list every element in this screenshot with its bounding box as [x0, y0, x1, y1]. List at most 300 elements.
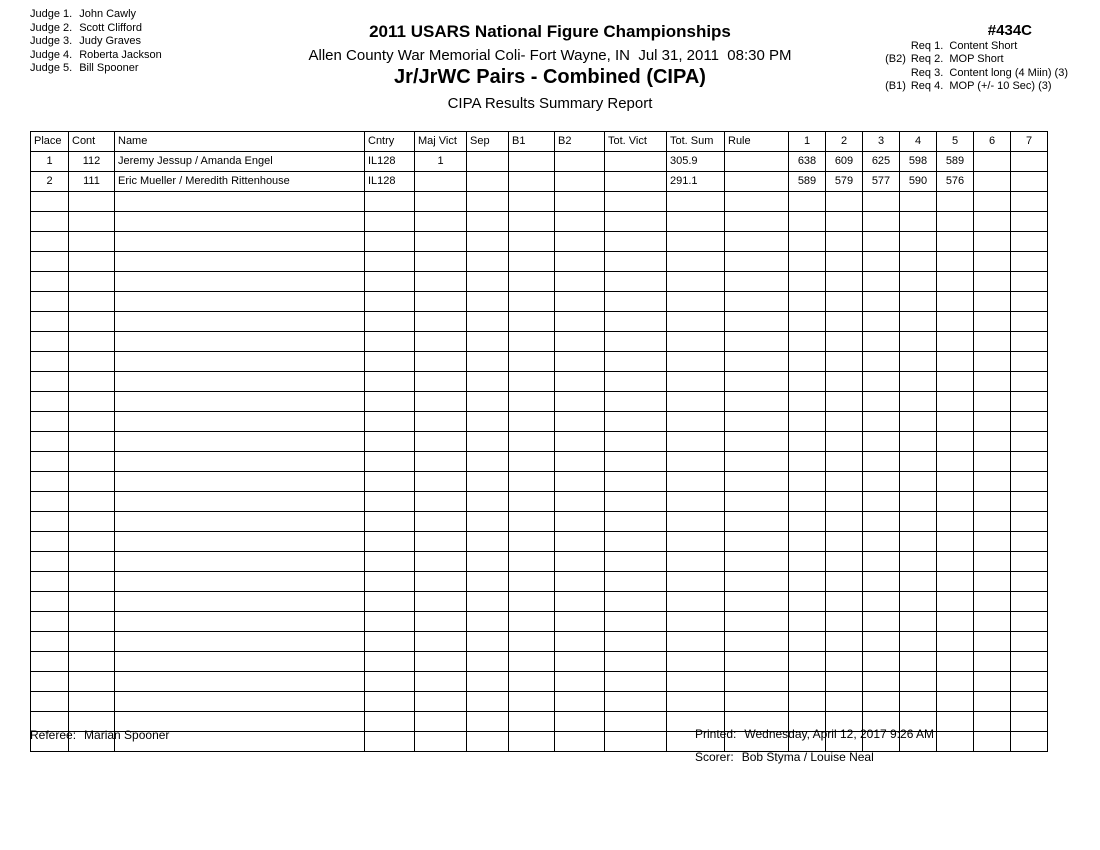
empty-table-cell [115, 632, 365, 652]
empty-table-cell [31, 532, 69, 552]
empty-table-cell [667, 692, 725, 712]
empty-table-cell [974, 352, 1011, 372]
empty-table-cell [555, 512, 605, 532]
empty-table-cell [605, 492, 667, 512]
empty-table-cell [1011, 632, 1048, 652]
empty-table-cell [937, 692, 974, 712]
table-cell: 112 [69, 152, 115, 172]
empty-table-cell [467, 612, 509, 632]
empty-table-cell [900, 472, 937, 492]
empty-table-cell [415, 732, 467, 752]
empty-table-cell [826, 552, 863, 572]
empty-table-cell [605, 412, 667, 432]
empty-table-cell [974, 312, 1011, 332]
empty-table-row [31, 552, 1048, 572]
empty-table-cell [467, 492, 509, 512]
empty-table-cell [467, 512, 509, 532]
empty-table-cell [937, 652, 974, 672]
empty-table-cell [509, 272, 555, 292]
empty-table-cell [467, 252, 509, 272]
empty-table-cell [509, 652, 555, 672]
empty-table-cell [31, 592, 69, 612]
empty-table-cell [789, 632, 826, 652]
empty-table-cell [509, 512, 555, 532]
empty-table-cell [789, 552, 826, 572]
judge-number: Judge 2. [30, 21, 73, 34]
empty-table-cell [69, 492, 115, 512]
empty-table-row [31, 572, 1048, 592]
empty-table-cell [826, 392, 863, 412]
event-title: Jr/JrWC Pairs - Combined (CIPA) [394, 66, 706, 88]
empty-table-cell [974, 472, 1011, 492]
empty-table-cell [937, 372, 974, 392]
judge-line [30, 8, 162, 22]
empty-table-cell [667, 452, 725, 472]
empty-table-cell [605, 192, 667, 212]
empty-table-cell [555, 492, 605, 512]
requirement-line [880, 53, 1068, 67]
empty-table-cell [31, 272, 69, 292]
empty-table-cell [863, 292, 900, 312]
empty-table-cell [900, 632, 937, 652]
table-cell: 609 [826, 152, 863, 172]
empty-table-cell [555, 252, 605, 272]
empty-table-cell [1011, 532, 1048, 552]
empty-table-cell [725, 532, 789, 552]
empty-table-row [31, 452, 1048, 472]
empty-table-cell [826, 512, 863, 532]
empty-table-cell [937, 572, 974, 592]
empty-table-cell [31, 432, 69, 452]
empty-table-cell [863, 592, 900, 612]
empty-table-cell [974, 732, 1011, 752]
empty-table-cell [605, 592, 667, 612]
table-cell: 590 [900, 172, 937, 192]
empty-table-cell [974, 372, 1011, 392]
empty-table-cell [115, 332, 365, 352]
empty-table-cell [667, 312, 725, 332]
empty-table-cell [667, 392, 725, 412]
empty-table-cell [900, 372, 937, 392]
empty-table-cell [115, 312, 365, 332]
empty-table-cell [863, 372, 900, 392]
empty-table-cell [937, 232, 974, 252]
table-cell: 576 [937, 172, 974, 192]
requirement-line [880, 67, 1068, 81]
empty-table-cell [555, 332, 605, 352]
judge-name: Judy Graves [79, 35, 141, 47]
table-cell: 2 [31, 172, 69, 192]
empty-table-cell [667, 672, 725, 692]
empty-table-cell [900, 352, 937, 372]
table-cell: 589 [937, 152, 974, 172]
empty-table-cell [415, 252, 467, 272]
column-header-tot-sum: Tot. Sum [667, 132, 725, 152]
empty-table-cell [555, 372, 605, 392]
empty-table-cell [415, 652, 467, 672]
empty-table-cell [826, 532, 863, 552]
empty-table-cell [31, 372, 69, 392]
empty-table-cell [605, 512, 667, 532]
table-cell: 577 [863, 172, 900, 192]
empty-table-cell [415, 232, 467, 252]
empty-table-cell [31, 612, 69, 632]
empty-table-cell [555, 712, 605, 732]
empty-table-cell [789, 392, 826, 412]
empty-table-cell [69, 512, 115, 532]
empty-table-cell [900, 492, 937, 512]
empty-table-cell [863, 532, 900, 552]
empty-table-cell [667, 372, 725, 392]
empty-table-cell [415, 472, 467, 492]
empty-table-row [31, 212, 1048, 232]
table-cell: 1 [31, 152, 69, 172]
empty-table-cell [467, 192, 509, 212]
empty-table-cell [1011, 432, 1048, 452]
empty-table-cell [937, 632, 974, 652]
empty-table-cell [826, 612, 863, 632]
empty-table-cell [555, 352, 605, 372]
empty-table-cell [900, 412, 937, 432]
empty-table-cell [974, 232, 1011, 252]
empty-table-cell [826, 292, 863, 312]
empty-table-cell [415, 452, 467, 472]
empty-table-cell [667, 612, 725, 632]
empty-table-cell [415, 692, 467, 712]
empty-table-cell [900, 212, 937, 232]
empty-table-cell [467, 732, 509, 752]
empty-table-cell [863, 192, 900, 212]
empty-table-cell [937, 592, 974, 612]
empty-table-cell [605, 352, 667, 372]
table-cell [605, 172, 667, 192]
empty-table-cell [826, 412, 863, 432]
empty-table-cell [667, 332, 725, 352]
empty-table-cell [509, 212, 555, 232]
empty-table-cell [467, 452, 509, 472]
empty-table-cell [863, 612, 900, 632]
scorer-value: Bob Styma / Louise Neal [741, 750, 874, 764]
empty-table-cell [509, 412, 555, 432]
empty-table-cell [863, 412, 900, 432]
empty-table-cell [365, 192, 415, 212]
empty-table-cell [365, 212, 415, 232]
empty-table-cell [725, 552, 789, 572]
empty-table-row [31, 632, 1048, 652]
empty-table-cell [415, 312, 467, 332]
empty-table-cell [789, 692, 826, 712]
empty-table-cell [826, 492, 863, 512]
empty-table-cell [974, 492, 1011, 512]
table-cell: Eric Mueller / Meredith Rittenhouse [115, 172, 365, 192]
empty-table-cell [31, 672, 69, 692]
empty-table-row [31, 652, 1048, 672]
empty-table-cell [900, 612, 937, 632]
empty-table-cell [365, 412, 415, 432]
empty-table-cell [509, 372, 555, 392]
empty-table-cell [826, 352, 863, 372]
empty-table-row [31, 372, 1048, 392]
empty-table-cell [467, 712, 509, 732]
empty-table-cell [826, 372, 863, 392]
empty-table-cell [667, 252, 725, 272]
empty-table-cell [115, 192, 365, 212]
empty-table-cell [900, 432, 937, 452]
empty-table-cell [900, 652, 937, 672]
empty-table-cell [937, 612, 974, 632]
printed-line [695, 727, 934, 741]
empty-table-cell [974, 252, 1011, 272]
empty-table-cell [31, 632, 69, 652]
empty-table-cell [509, 392, 555, 412]
empty-table-cell [555, 672, 605, 692]
empty-table-cell [667, 472, 725, 492]
event-code: #434C [987, 22, 1032, 39]
empty-table-cell [863, 432, 900, 452]
column-header-1: 1 [789, 132, 826, 152]
empty-table-cell [69, 352, 115, 372]
empty-table-cell [900, 552, 937, 572]
requirements-list [880, 40, 1068, 94]
empty-table-cell [509, 232, 555, 252]
empty-table-cell [789, 612, 826, 632]
empty-table-cell [937, 292, 974, 312]
empty-table-cell [31, 392, 69, 412]
table-cell: IL128 [365, 152, 415, 172]
empty-table-cell [365, 352, 415, 372]
empty-table-row [31, 272, 1048, 292]
judge-name: Scott Clifford [79, 21, 142, 34]
empty-table-cell [667, 212, 725, 232]
empty-table-cell [365, 632, 415, 652]
empty-table-cell [725, 472, 789, 492]
empty-table-cell [900, 452, 937, 472]
empty-table-cell [31, 332, 69, 352]
empty-table-cell [69, 592, 115, 612]
empty-table-cell [555, 452, 605, 472]
column-header-5: 5 [937, 132, 974, 152]
empty-table-cell [115, 352, 365, 372]
empty-table-cell [974, 652, 1011, 672]
empty-table-cell [863, 472, 900, 492]
empty-table-cell [937, 532, 974, 552]
column-header-sep: Sep [467, 132, 509, 152]
empty-table-row [31, 352, 1048, 372]
empty-table-cell [826, 252, 863, 272]
empty-table-cell [725, 452, 789, 472]
empty-table-cell [415, 192, 467, 212]
empty-table-cell [415, 352, 467, 372]
column-header-b2: B2 [555, 132, 605, 152]
empty-table-cell [1011, 492, 1048, 512]
empty-table-cell [555, 572, 605, 592]
empty-table-cell [667, 352, 725, 372]
empty-table-cell [365, 572, 415, 592]
table-cell: 291.1 [667, 172, 725, 192]
empty-table-cell [31, 252, 69, 272]
printed-label: Printed: [695, 727, 737, 741]
empty-table-cell [789, 192, 826, 212]
column-header-rule: Rule [725, 132, 789, 152]
table-cell [467, 152, 509, 172]
empty-table-cell [555, 212, 605, 232]
empty-table-cell [415, 412, 467, 432]
empty-table-cell [555, 412, 605, 432]
empty-table-cell [725, 432, 789, 452]
empty-table-cell [900, 692, 937, 712]
empty-table-cell [509, 552, 555, 572]
empty-table-cell [365, 292, 415, 312]
empty-table-cell [1011, 512, 1048, 532]
empty-table-cell [725, 492, 789, 512]
empty-table-cell [863, 272, 900, 292]
empty-table-cell [725, 292, 789, 312]
empty-table-cell [1011, 212, 1048, 232]
empty-table-cell [467, 432, 509, 452]
empty-table-cell [115, 492, 365, 512]
empty-table-cell [725, 592, 789, 612]
empty-table-cell [789, 372, 826, 392]
table-cell: Jeremy Jessup / Amanda Engel [115, 152, 365, 172]
empty-table-cell [509, 332, 555, 352]
empty-table-cell [509, 312, 555, 332]
empty-table-cell [605, 612, 667, 632]
empty-table-cell [605, 632, 667, 652]
table-cell: IL128 [365, 172, 415, 192]
empty-table-cell [509, 732, 555, 752]
empty-table-cell [789, 572, 826, 592]
empty-table-cell [1011, 712, 1048, 732]
empty-table-cell [725, 232, 789, 252]
empty-table-cell [1011, 232, 1048, 252]
table-cell [555, 152, 605, 172]
column-header-6: 6 [974, 132, 1011, 152]
empty-table-cell [555, 532, 605, 552]
empty-table-cell [509, 632, 555, 652]
empty-table-cell [365, 492, 415, 512]
empty-table-cell [1011, 692, 1048, 712]
empty-table-cell [1011, 732, 1048, 752]
empty-table-cell [415, 432, 467, 452]
empty-table-cell [826, 652, 863, 672]
column-header-cntry: Cntry [365, 132, 415, 152]
empty-table-cell [900, 672, 937, 692]
empty-table-cell [937, 252, 974, 272]
empty-table-cell [115, 552, 365, 572]
empty-table-cell [725, 412, 789, 432]
empty-table-cell [415, 592, 467, 612]
empty-table-cell [789, 452, 826, 472]
empty-table-cell [826, 332, 863, 352]
empty-table-cell [900, 232, 937, 252]
empty-table-row [31, 472, 1048, 492]
empty-table-cell [974, 412, 1011, 432]
empty-table-cell [937, 312, 974, 332]
empty-table-cell [725, 512, 789, 532]
empty-table-cell [509, 492, 555, 512]
table-cell: 589 [789, 172, 826, 192]
empty-table-cell [826, 692, 863, 712]
empty-table-cell [725, 312, 789, 332]
judge-number: Judge 3. [30, 35, 73, 47]
empty-table-cell [725, 212, 789, 232]
empty-table-cell [937, 492, 974, 512]
empty-table-cell [826, 472, 863, 492]
empty-table-cell [1011, 352, 1048, 372]
empty-table-cell [115, 612, 365, 632]
empty-table-row [31, 412, 1048, 432]
empty-table-cell [115, 572, 365, 592]
empty-table-cell [605, 552, 667, 572]
column-header-name: Name [115, 132, 365, 152]
event-info-block [880, 24, 1068, 94]
empty-table-cell [605, 432, 667, 452]
empty-table-cell [365, 312, 415, 332]
empty-table-cell [31, 192, 69, 212]
table-cell [415, 172, 467, 192]
requirement-text: Req 2. MOP Short [910, 53, 1004, 65]
empty-table-cell [467, 372, 509, 392]
empty-table-cell [937, 352, 974, 372]
empty-table-cell [605, 692, 667, 712]
empty-table-cell [555, 432, 605, 452]
empty-table-cell [725, 692, 789, 712]
empty-table-cell [725, 632, 789, 652]
empty-table-cell [605, 472, 667, 492]
empty-table-cell [605, 272, 667, 292]
empty-table-cell [509, 252, 555, 272]
empty-table-cell [863, 232, 900, 252]
empty-table-cell [509, 472, 555, 492]
empty-table-cell [365, 692, 415, 712]
empty-table-cell [789, 292, 826, 312]
empty-table-cell [31, 652, 69, 672]
empty-table-cell [605, 252, 667, 272]
empty-table-cell [605, 312, 667, 332]
empty-table-cell [467, 652, 509, 672]
empty-table-cell [115, 432, 365, 452]
empty-table-cell [31, 352, 69, 372]
empty-table-cell [509, 532, 555, 552]
empty-table-cell [1011, 452, 1048, 472]
referee-name: Marian Spooner [84, 728, 170, 742]
empty-table-cell [115, 652, 365, 672]
empty-table-cell [467, 412, 509, 432]
judge-name: Bill Spooner [79, 62, 139, 74]
empty-table-cell [900, 572, 937, 592]
requirement-prefix: (B2) [885, 53, 906, 65]
judge-number: Judge 1. [30, 8, 73, 20]
empty-table-cell [365, 272, 415, 292]
column-header-b1: B1 [509, 132, 555, 152]
empty-table-cell [826, 672, 863, 692]
empty-table-cell [467, 332, 509, 352]
requirement-line [880, 80, 1068, 94]
referee-label: Referee: [30, 728, 77, 742]
empty-table-cell [69, 312, 115, 332]
empty-table-cell [1011, 332, 1048, 352]
empty-table-cell [415, 532, 467, 552]
empty-table-cell [509, 292, 555, 312]
empty-table-cell [667, 272, 725, 292]
empty-table-cell [1011, 592, 1048, 612]
empty-table-cell [789, 332, 826, 352]
empty-table-cell [115, 452, 365, 472]
table-cell [555, 172, 605, 192]
results-table [30, 131, 1048, 752]
empty-table-cell [509, 572, 555, 592]
empty-table-cell [605, 212, 667, 232]
